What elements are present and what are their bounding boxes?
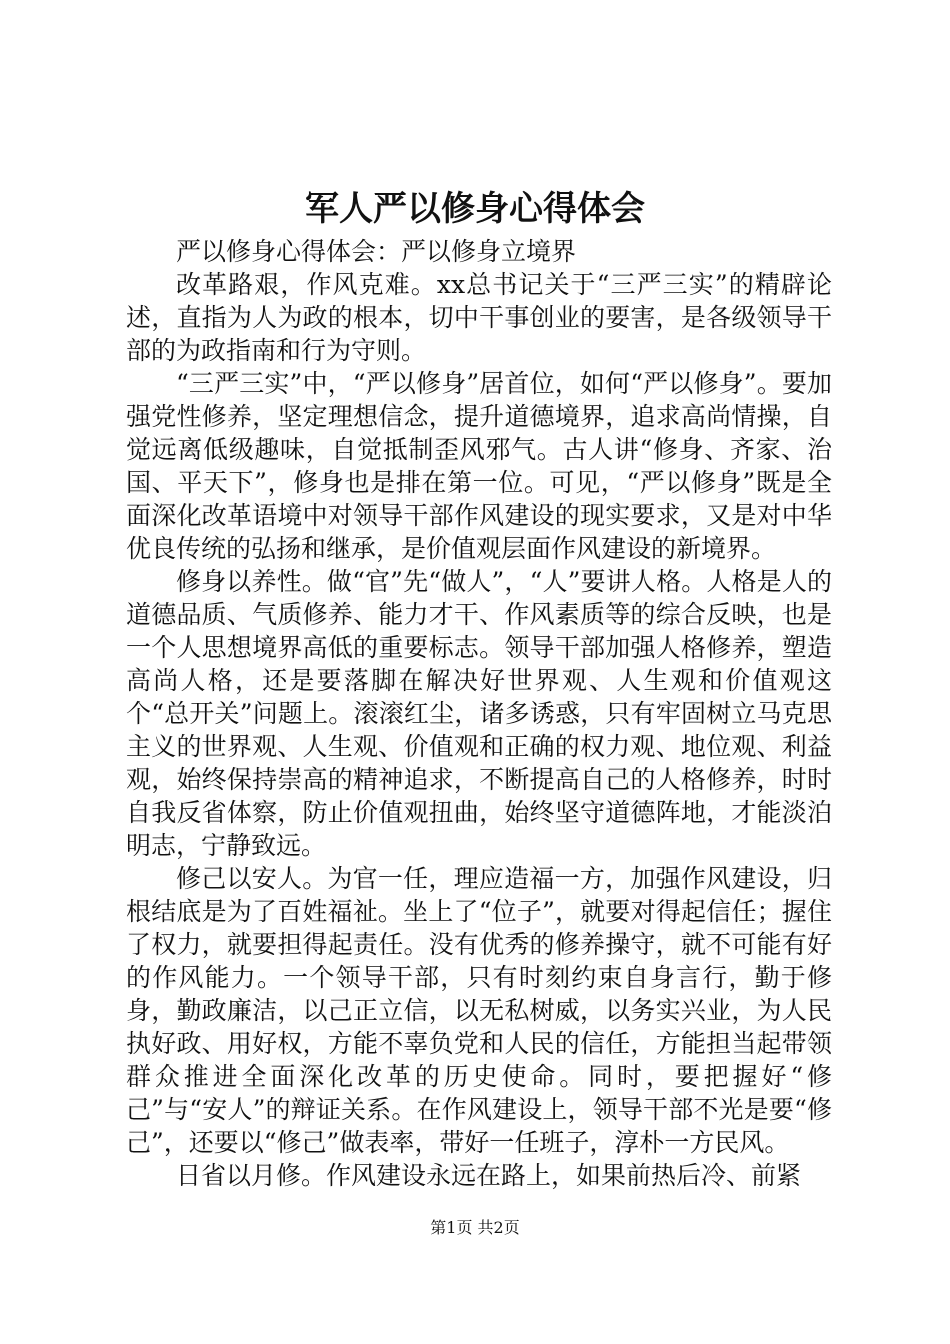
paragraph-3: 修身以养性。做“官”先“做人”，“人”要讲人格。人格是人的道德品质、气质修养、能力才干、作风素质等的综合反映，也是一个人思想境界高低的重要标志。领导干部加强人格修养，塑造高尚人格，还是要落脚在解决好世界观、人生观和价值观这个“总开关”问题上。滚滚红尘，诸多诱惑，只有牢固树立马克思主义的世界观、人生观、价值观和正确的权力观、地位观、利益观，始终保持崇高的精神追求，不断提高自己的人格修养，时时自我反省体察，防止价值观扭曲，始终坚守道德阵地，才能淡泊明志，宁静致远。 (126, 567, 832, 860)
document-body (126, 235, 832, 1192)
document-title: 军人严以修身心得体会 (305, 189, 645, 229)
paragraph-1: 改革路艰，作风克难。xx总书记关于“三严三实”的精辟论述，直指为人为政的根本，切中干事创业的要害，是各级领导干部的为政指南和行为守则。 (126, 270, 832, 365)
paragraph-5: 日省以月修。作风建设永远在路上，如果前热后冷、前紧 (176, 1161, 802, 1190)
paragraph-2: “三严三实”中，“严以修身”居首位，如何“严以修身”。要加强党性修养，坚定理想信念，提升道德境界，追求高尚情操，自觉远离低级趣味，自觉抵制歪风邪气。古人讲“修身、齐家、治国、平天下”，修身也是排在第一位。可见，“严以修身”既是全面深化改革语境中对领导干部作风建设的现实要求，又是对中华优良传统的弘扬和继承，是价值观层面作风建设的新境界。 (126, 369, 832, 563)
document-subtitle: 严以修身心得体会：严以修身立境界 (176, 237, 577, 266)
page-footer: 第1页 共2页 (430, 1218, 520, 1237)
paragraph-4: 修己以安人。为官一任，理应造福一方，加强作风建设，归根结底是为了百姓福祉。坐上了“位子”，就要对得起信任；握住了权力，就要担得起责任。没有优秀的修养操守，就不可能有好的作风能力。一个领导干部，只有时刻约束自身言行，勤于修身，勤政廉洁，以己正立信，以无私树威，以务实兴业，为人民执好政、用好权，方能不辜负党和人民的信任，方能担当起带领群众推进全面深化改革的历史使命。同时，要把握好“修己”与“安人”的辩证关系。在作风建设上，领导干部不光是要“修己”，还要以“修己”做表率，带好一任班子，淳朴一方民风。 (126, 864, 832, 1157)
